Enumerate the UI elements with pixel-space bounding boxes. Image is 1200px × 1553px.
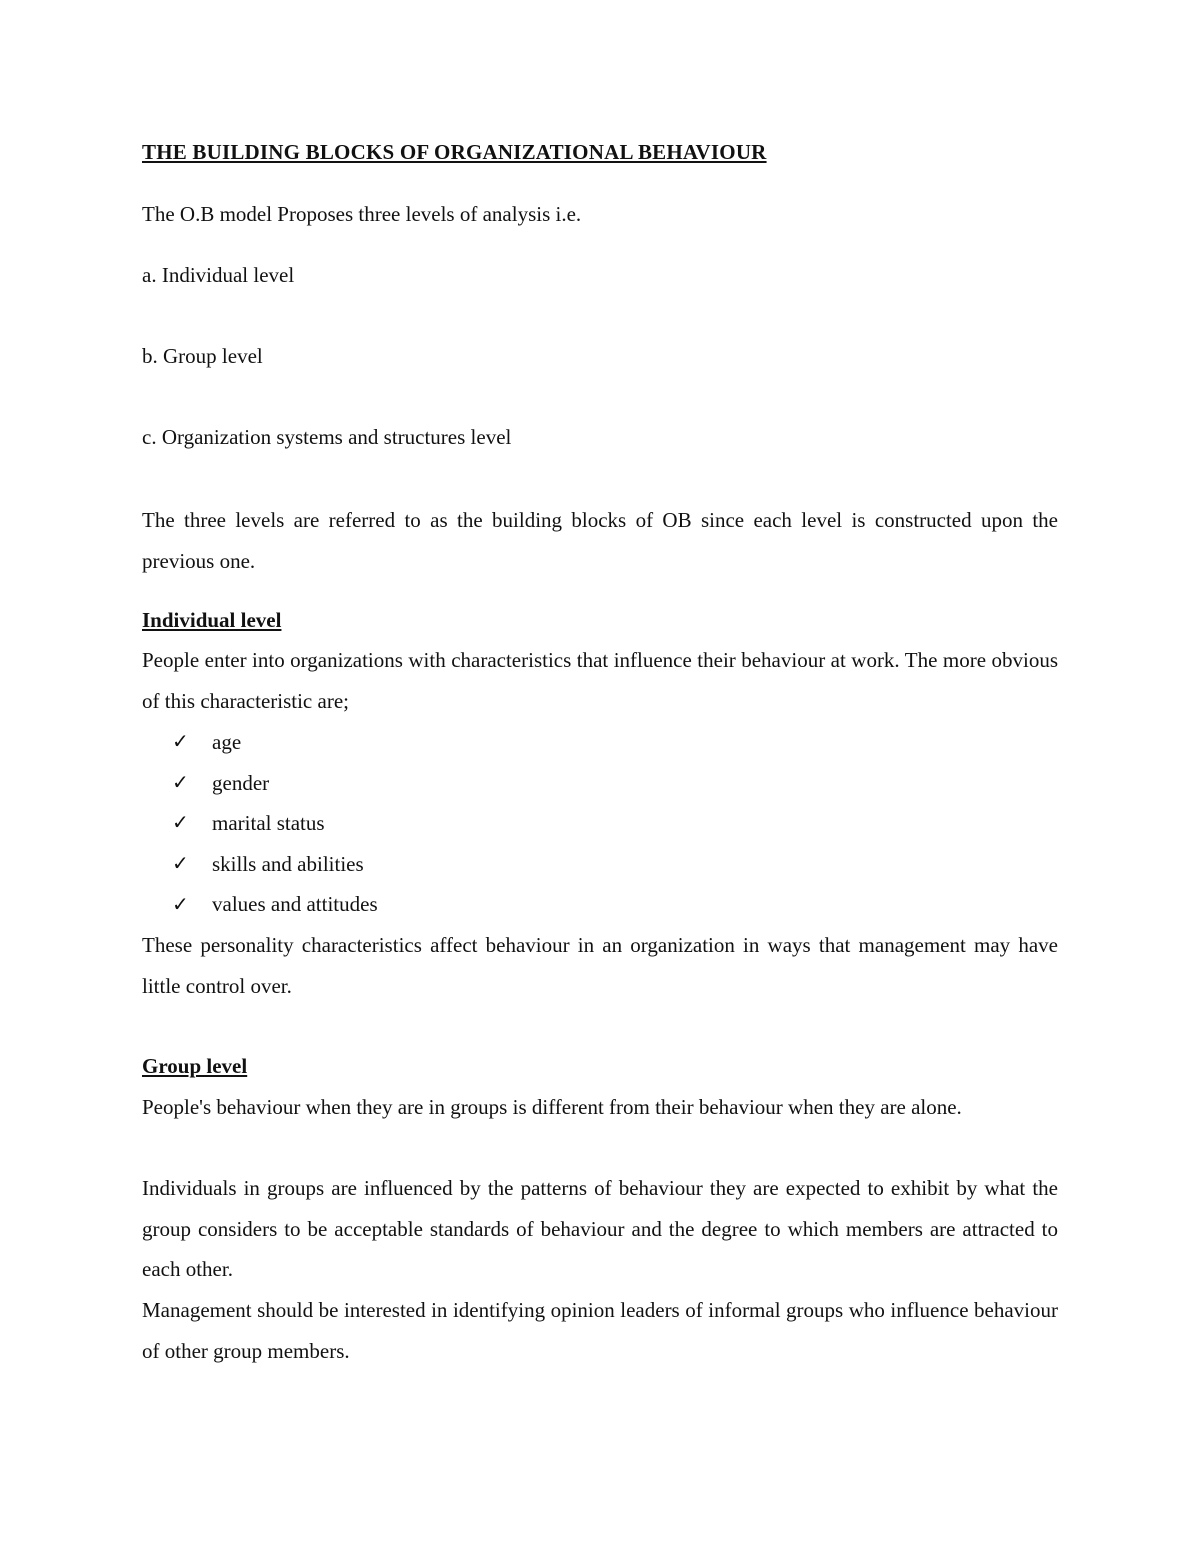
level-item-organization: c. Organization systems and structures level: [142, 425, 512, 449]
level-item-individual: a. Individual level: [142, 263, 295, 287]
list-item-label: marital status: [212, 811, 325, 836]
levels-summary-paragraph: The three levels are referred to as the building blocks of OB since each level is constructed upon the previous one.: [142, 508, 1058, 573]
list-item: [172, 722, 378, 763]
checkmark-icon: ✓: [172, 771, 189, 794]
list-item: [172, 763, 378, 804]
document-title: THE BUILDING BLOCKS OF ORGANIZATIONAL BEHAVIOUR: [142, 140, 767, 164]
group-paragraph-management: Management should be interested in identifying opinion leaders of informal groups who influence behaviour of other group members.: [142, 1298, 1058, 1363]
list-item: [172, 803, 378, 844]
characteristics-list: [172, 722, 378, 925]
checkmark-icon: ✓: [172, 853, 189, 876]
list-item-label: gender: [212, 770, 270, 795]
list-item: [172, 844, 378, 885]
list-item: [172, 884, 378, 925]
individual-level-heading: Individual level: [142, 608, 282, 632]
checkmark-icon: ✓: [172, 731, 189, 754]
level-item-group: b. Group level: [142, 344, 263, 368]
individual-intro-paragraph: People enter into organizations with characteristics that influence their behaviour at work. The more obvious of this characteristic are;: [142, 648, 1058, 713]
checkmark-icon: ✓: [172, 893, 189, 916]
individual-closing-paragraph: These personality characteristics affect behaviour in an organization in ways that management may have little control over.: [142, 933, 1058, 998]
group-paragraph-behaviour: People's behaviour when they are in groups is different from their behaviour when they are alone.: [142, 1095, 962, 1119]
group-paragraph-influence: Individuals in groups are influenced by the patterns of behaviour they are expected to exhibit by what the group considers to be acceptable standards of behaviour and the degree to which members are attracted to each other.: [142, 1176, 1058, 1281]
list-item-label: skills and abilities: [212, 851, 364, 876]
intro-text: The O.B model Proposes three levels of analysis i.e.: [142, 202, 582, 226]
list-item-label: values and attitudes: [212, 892, 378, 917]
checkmark-icon: ✓: [172, 812, 189, 835]
list-item-label: age: [212, 730, 242, 754]
group-level-heading: Group level: [142, 1054, 248, 1078]
